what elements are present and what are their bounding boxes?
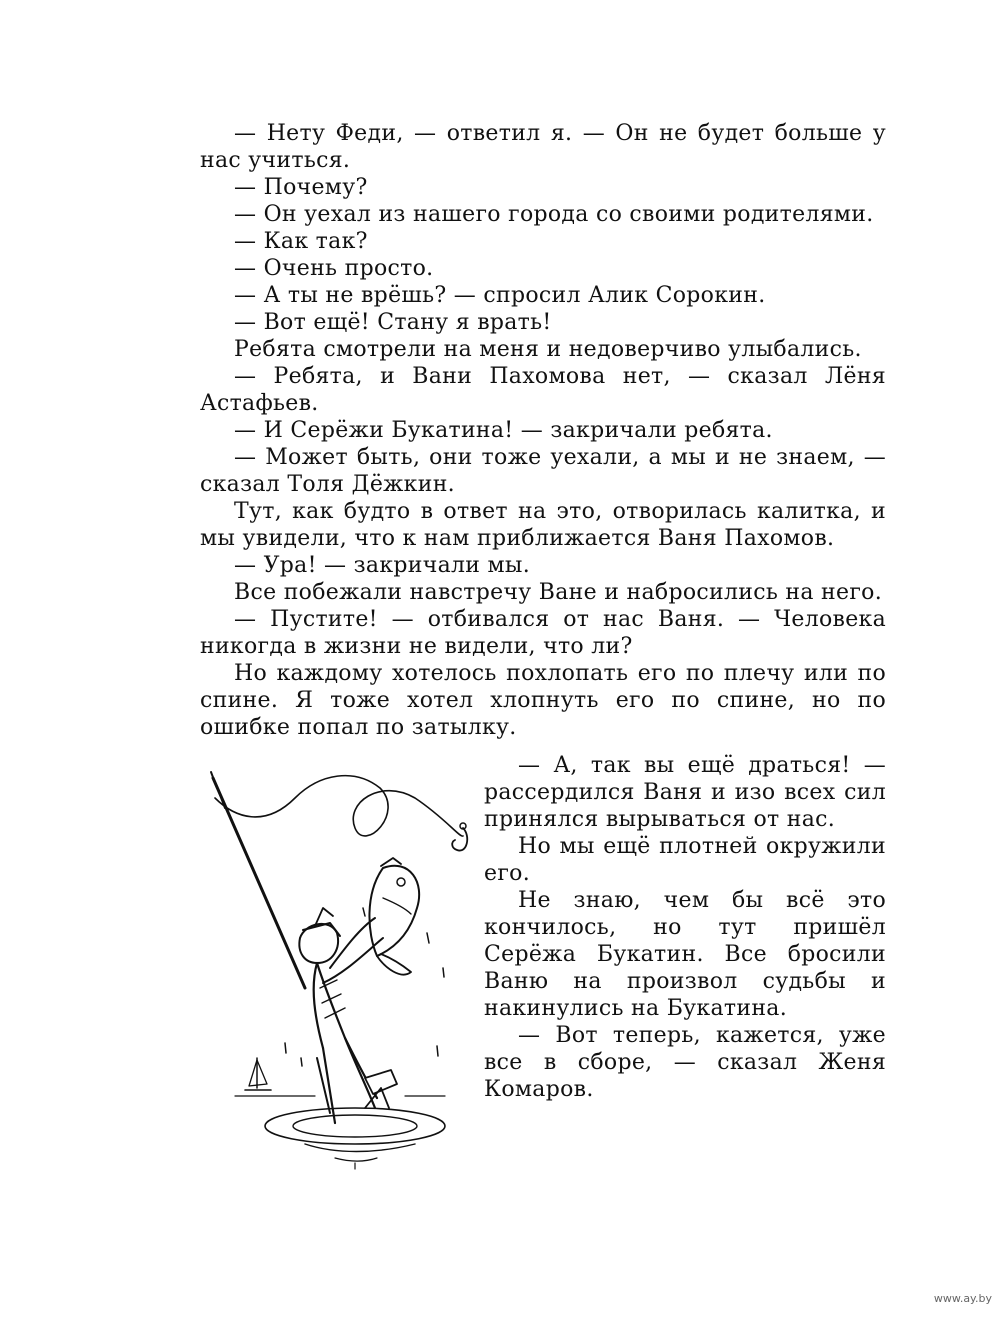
paragraph: — Ребята, и Вани Пахомова нет, — сказал Лёня Астафьев. xyxy=(200,364,886,416)
main-text xyxy=(200,120,886,741)
paragraph: — И Серёжи Букатина! — закричали ребята. xyxy=(234,418,773,443)
paragraph: — Почему? xyxy=(234,175,368,200)
paragraph: — Он уехал из нашего города со своими родителями. xyxy=(234,202,874,227)
paragraph: — Ура! — закричали мы. xyxy=(234,553,531,578)
paragraph: Тут, как будто в ответ на это, отворилась калитка, и мы увидели, что к нам приближается Ваня Пахомов. xyxy=(200,499,886,551)
paragraph: — Может быть, они тоже уехали, а мы и не знаем, — сказал Толя Дёжкин. xyxy=(200,445,886,497)
paragraph: — А ты не врёшь? — спросил Алик Сорокин. xyxy=(234,283,766,308)
paragraph: — Как так? xyxy=(234,229,368,254)
paragraph: Ребята смотрели на меня и недоверчиво улыбались. xyxy=(234,337,862,362)
paragraph: — Очень просто. xyxy=(234,256,434,281)
paragraph: Но каждому хотелось похлопать его по плечу или по спине. Я тоже хотел хлопнуть его по спине, но по ошибке попал по затылку. xyxy=(200,661,886,740)
paragraph: — Вот ещё! Стану я врать! xyxy=(234,310,552,335)
paragraph: — Пустите! — отбивался от нас Ваня. — Человека никогда в жизни не видели, что ли? xyxy=(200,607,886,659)
paragraph: — Нету Феди, — ответил я. — Он не будет больше у нас учиться. xyxy=(200,121,886,173)
wrapped-text xyxy=(484,752,886,1103)
fisherman-with-fish-icon xyxy=(205,758,475,1170)
watermark: www.ay.by xyxy=(933,1292,992,1305)
paragraph: Не знаю, чем бы всё это кончилось, но тут пришёл Серёжа Букатин. Все бросили Ваню на произвол судьбы и накинулись на Букатина. xyxy=(484,888,886,1021)
paragraph: — А, так вы ещё драться! — рассердился Ваня и изо всех сил принялся вырываться от нас. xyxy=(484,753,886,832)
paragraph: Все побежали навстречу Ване и набросились на него. xyxy=(234,580,883,605)
paragraph: — Вот теперь, кажется, уже все в сборе, — сказал Женя Комаров. xyxy=(484,1023,886,1102)
paragraph: Но мы ещё плотней окружили его. xyxy=(484,834,886,886)
fisherman-illustration xyxy=(205,758,475,1170)
